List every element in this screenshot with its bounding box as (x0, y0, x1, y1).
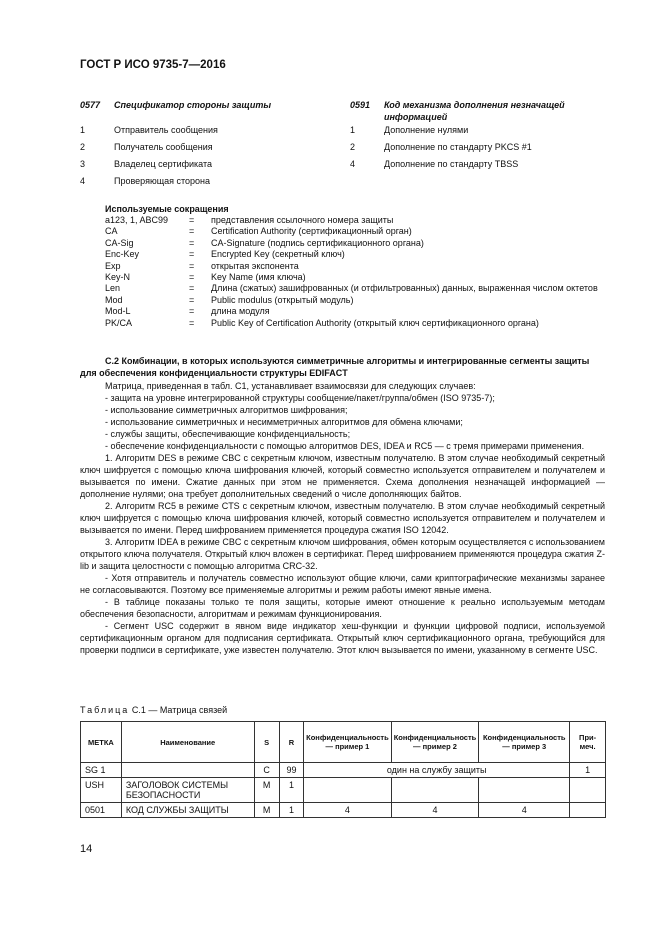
code-item-num: 3 (80, 159, 86, 169)
code-item (350, 141, 600, 153)
table-row (81, 803, 606, 818)
matrix-table (80, 721, 606, 818)
code-item-num: 1 (80, 125, 86, 135)
abbreviation-key: Exp (105, 260, 121, 271)
abbreviation-row (105, 249, 605, 260)
code-item-text: Дополнение нулями (384, 125, 469, 135)
table-caption (80, 705, 227, 715)
column-header: R (279, 722, 303, 763)
code-list-0591 (350, 99, 600, 170)
code-list-0577 (80, 99, 330, 187)
abbreviation-row (105, 272, 605, 283)
abbreviation-key: Enc-Key (105, 249, 140, 260)
cell-tag: SG 1 (81, 763, 122, 778)
table-header-row (81, 722, 606, 763)
cell-example-3: 4 (479, 803, 570, 818)
table-row (81, 778, 606, 803)
abbreviation-key: Mod (105, 294, 123, 305)
page-number: 14 (80, 843, 93, 855)
cell-s: M (254, 803, 279, 818)
abbreviation-row (105, 318, 605, 329)
paragraph: - Хотя отправитель и получатель совместно используют общие ключи, сами криптографические механизмы заранее не согласовываются. Поэтому все применяемые алгоритмы и режим работы имеют явные имена. (80, 573, 605, 595)
cell-name: КОД СЛУЖБЫ ЗАЩИТЫ (121, 803, 254, 818)
cell-note (570, 778, 606, 803)
cell-tag: USH (81, 778, 122, 803)
paragraph: Матрица, приведенная в табл. С1, устанавливает взаимосвязи для следующих случаев: (105, 381, 476, 391)
code-item-num: 1 (350, 125, 356, 135)
code-item-num: 4 (80, 176, 86, 186)
abbreviation-value: Key Name (имя ключа) (211, 272, 306, 283)
cell-note: 1 (570, 763, 606, 778)
abbreviation-row (105, 226, 605, 237)
cell-r: 1 (279, 778, 303, 803)
code-item-num: 2 (80, 142, 86, 152)
code-item (350, 124, 600, 136)
paragraph: - использование симметричных алгоритмов шифрования; (105, 405, 348, 415)
standard-title: ГОСТ Р ИСО 9735-7—2016 (80, 59, 226, 71)
cell-r: 1 (279, 803, 303, 818)
code-title: Спецификатор стороны защиты (114, 100, 272, 110)
equals-sign: = (189, 317, 195, 328)
column-header: МЕТКА (81, 722, 122, 763)
abbreviations-title: Используемые сокращения (105, 204, 229, 214)
column-header: Конфиденциальность — пример 2 (391, 722, 479, 763)
code-item-text: Дополнение по стандарту PKCS #1 (384, 142, 532, 152)
abbreviation-row (105, 261, 605, 272)
code-list-header (80, 99, 330, 111)
cell-s: C (254, 763, 279, 778)
abbreviation-value: длина модуля (211, 306, 270, 317)
column-header: Конфиденциальность — пример 3 (479, 722, 570, 763)
abbreviation-key: Mod-L (105, 306, 131, 317)
paragraph: - использование симметричных и несимметричных алгоритмов для обмена ключами; (105, 417, 463, 427)
abbreviation-row (105, 215, 605, 226)
abbreviation-row (105, 283, 605, 294)
abbreviation-value: Encrypted Key (секретный ключ) (211, 249, 345, 260)
equals-sign: = (189, 283, 195, 294)
equals-sign: = (189, 215, 195, 225)
abbreviation-row (105, 238, 605, 249)
code-title: Код механизма дополнения незначащей информацией (384, 100, 565, 122)
equals-sign: = (189, 237, 195, 248)
abbreviation-row (105, 295, 605, 306)
equals-sign: = (189, 294, 195, 305)
abbreviation-value: Public Key of Certification Authority (открытый ключ сертификационного органа) (211, 317, 539, 328)
cell-name (121, 763, 254, 778)
cell-merged: один на службу защиты (304, 763, 570, 778)
code-item (80, 158, 330, 170)
equals-sign: = (189, 306, 195, 317)
abbreviation-value: открытая экспонента (211, 260, 299, 271)
abbreviations-list (105, 203, 605, 329)
code-item-text: Получатель сообщения (114, 142, 213, 152)
cell-note (570, 803, 606, 818)
equals-sign: = (189, 260, 195, 271)
cell-example-2: 4 (391, 803, 479, 818)
cell-tag: 0501 (81, 803, 122, 818)
paragraph: - обеспечение конфиденциальности с помощью алгоритмов DES, IDEA и RC5 — с тремя примерами применения. (105, 441, 585, 451)
cell-example-1: 4 (304, 803, 392, 818)
cell-r: 99 (279, 763, 303, 778)
abbreviation-row (105, 306, 605, 317)
code-item (350, 158, 600, 170)
equals-sign: = (189, 272, 195, 283)
cell-example-1 (304, 778, 392, 803)
paragraph: - службы защиты, обеспечивающие конфиденциальность; (105, 429, 351, 439)
cell-name: ЗАГОЛОВОК СИСТЕМЫ БЕЗОПАСНОСТИ (121, 778, 254, 803)
paragraph: - защита на уровне интегрированной структуры сообщение/пакет/группа/обмен (ISO 9735-7); (105, 393, 495, 403)
code-item-text: Владелец сертификата (114, 159, 212, 169)
section-c2 (80, 355, 605, 656)
abbreviation-value: представления ссылочного номера защиты (211, 215, 394, 225)
code-list-header (350, 99, 600, 123)
code-item (80, 175, 330, 187)
paragraph: 2. Алгоритм RC5 в режиме CTS с секретным ключом, известным получателю. В этом случае необходимый секретный ключ шифруется с помощью ключа шифрования ключей, который совместно используется отправителем и получателем и вызывается по имени. Перед шифрованием применяется процедура сжатия ISO 12042. (80, 501, 605, 535)
table-caption-text: С.1 — Матрица связей (131, 705, 228, 715)
column-header: Наименование (121, 722, 254, 763)
code-item (80, 124, 330, 136)
code-item-text: Проверяющая сторона (114, 176, 210, 186)
column-header: S (254, 722, 279, 763)
paragraph: 3. Алгоритм IDEA в режиме CBC с секретным ключом шифрования, обмен которым осуществляется с использованием открытого ключа получателя. Открытый ключ вложен в сертификат. Перед шифрованием применяются процедура сжатия Z-lib и защита целостности с помощью алгоритма CRC-32. (80, 537, 605, 571)
code-item-text: Отправитель сообщения (114, 125, 218, 135)
column-header: Конфиденциальность — пример 1 (304, 722, 392, 763)
column-header: При-меч. (570, 722, 606, 763)
abbreviation-key: Key-N (105, 272, 131, 283)
paragraph: 1. Алгоритм DES в режиме CBC с секретным ключом, известным получателю. В этом случае необходимый секретный ключ шифруется с помощью ключа шифрования ключей, который совместно используется отправителем и получателем и вызывается по имени. Сжатие данных при этом не применяется. Схема дополнения незначащей информацией — дополнение нулями; она требует дополнительных сведений о числе дополняющих байтов. (80, 453, 605, 499)
code-number: 0591 (350, 100, 371, 110)
table-caption-label: Таблица (80, 705, 130, 715)
abbreviation-key: CA (105, 226, 118, 237)
table-row (81, 763, 606, 778)
cell-example-2 (391, 778, 479, 803)
code-number: 0577 (80, 100, 101, 110)
code-item-num: 2 (350, 142, 356, 152)
section-heading: С.2 Комбинации, в которых используются симметричные алгоритмы и интегрированные сегменты защиты для обеспечения конфиденциальности структуры EDIFACT (80, 356, 590, 378)
equals-sign: = (189, 249, 195, 260)
code-item (80, 141, 330, 153)
abbreviation-key: CA-Sig (105, 237, 134, 248)
abbreviation-key: PK/CA (105, 317, 133, 328)
code-item-text: Дополнение по стандарту TBSS (384, 159, 519, 169)
abbreviation-value: CA-Signature (подпись сертификационного органа) (211, 237, 424, 248)
paragraph: - В таблице показаны только те поля защиты, которые имеют отношение к реально используемым методам обеспечения безопасности, алгоритмам и режимам функционирования. (80, 597, 605, 619)
abbreviation-key: Len (105, 283, 121, 294)
paragraph: - Сегмент USC содержит в явном виде индикатор хеш-функции и функции цифровой подписи, используемой сертификационным органом для подписания сертификата. Открытый ключ сертификационного органа, требующийся для проверки подписи в сертификате, уже известен получателю. Этот ключ вызывается по имени, указанному в сегменте USC. (80, 621, 605, 655)
abbreviation-value: Certification Authority (сертификационный орган) (211, 226, 412, 237)
equals-sign: = (189, 226, 195, 237)
code-item-num: 4 (350, 159, 356, 169)
cell-example-3 (479, 778, 570, 803)
cell-s: M (254, 778, 279, 803)
abbreviation-key: a123, 1, ABC99 (105, 215, 169, 225)
abbreviation-value: Длина (сжатых) зашифрованных (и отфильтрованных) данных, выраженная числом октетов (211, 283, 598, 294)
abbreviation-value: Public modulus (открытый модуль) (211, 294, 354, 305)
